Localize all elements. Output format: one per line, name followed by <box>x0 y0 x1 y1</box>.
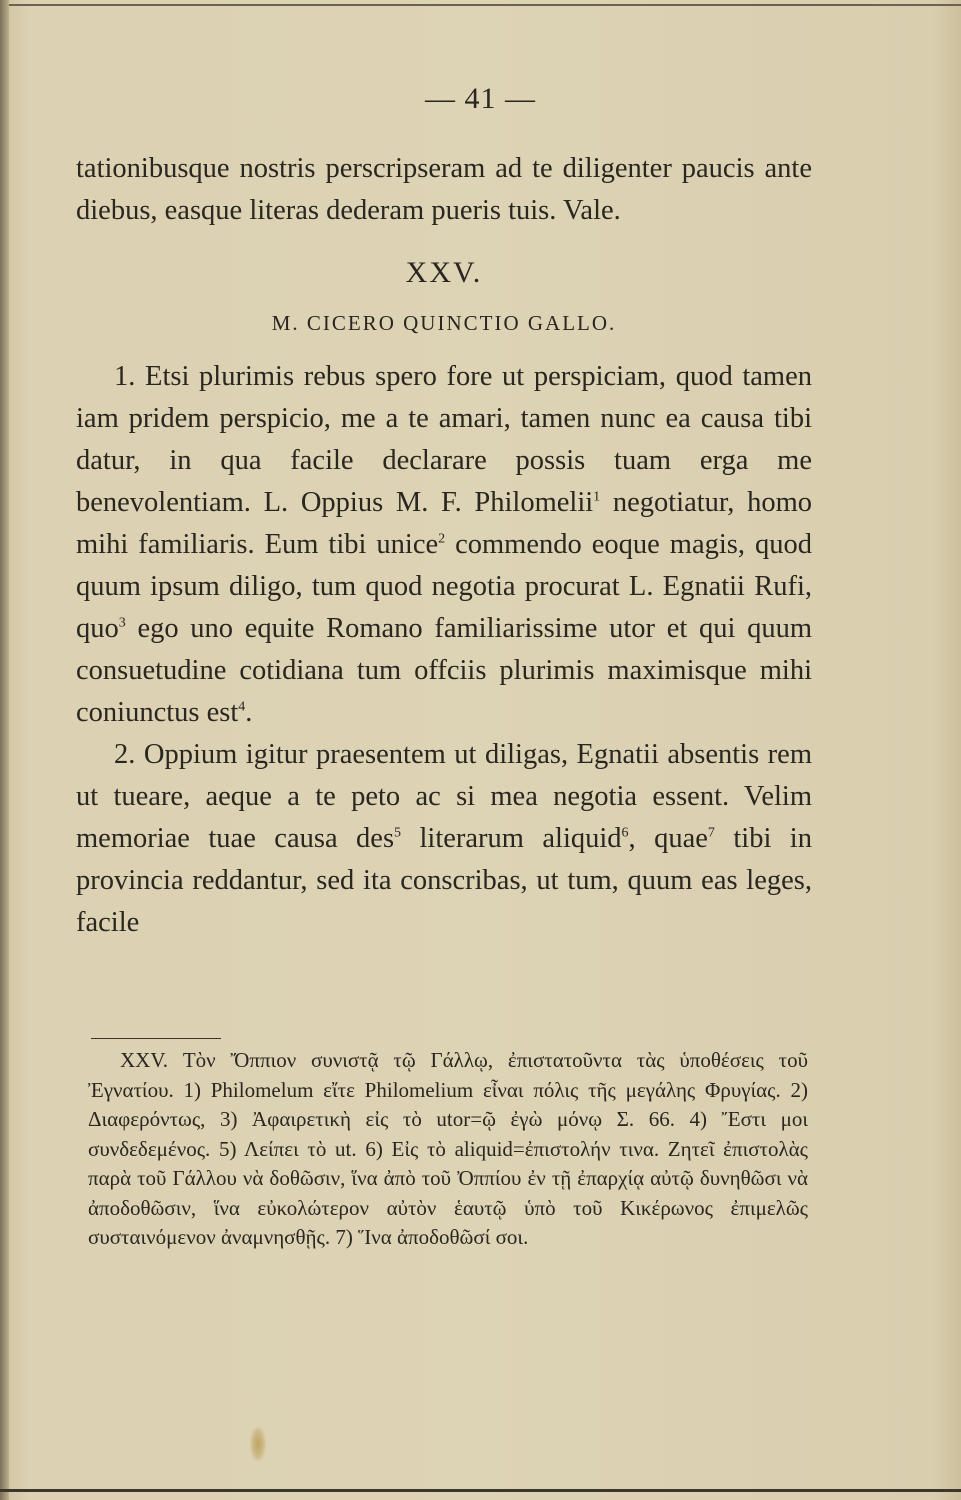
letter-heading: M. CICERO QUINCTIO GALLO. <box>271 311 617 335</box>
binding-edge <box>0 0 9 1500</box>
paragraph-1-text-c: commendo eoque magis, quod quum ipsum diligo, tum quod negotia procurat L. Egnatii Rufi, quo <box>76 529 812 644</box>
note-ref-4: 4 <box>238 699 246 715</box>
main-text <box>76 148 812 944</box>
paragraph-1-text-b: negotiatur, homo mihi familiaris. Eum tibi unice <box>76 487 812 560</box>
note-ref-6: 6 <box>621 825 629 841</box>
paragraph-1-text-a: 1. Etsi plurimis rebus spero fore ut perspiciam, quod tamen iam pridem perspicio, me a te amari, tamen nunc ea causa tibi datur, in qua facile declarare possis tuam erga me benevolentiam. L. Oppius M. F. Philomelii <box>76 361 812 518</box>
paragraph-2-text-a: 2. Oppium igitur praesentem ut diligas, Egnatii absentis rem ut tueare, aeque a te peto ac si mea negotia essent. Velim memoriae tuae causa des <box>76 739 812 854</box>
footnotes <box>88 1046 808 1253</box>
footnotes-text: XXV. Τὸν Ὄππιον συνιστᾷ τῷ Γάλλῳ, ἐπιστατοῦντα τὰς ὑποθέσεις τοῦ Ἐγνατίου. 1) Philomelum εἴτε Philomelium εἶναι πόλις τῆς μεγάλης Φρυγίας. 2) Διαφερόντως, 3) Ἀφαιρετικὴ εἰς τὸ utor=ῷ ἐγὼ μόνῳ Σ. 66. 4) Ἔστι μοι συνδεδεμένος. 5) Λείπει τὸ ut. 6) Εἰς τὸ aliquid=ἐπιστολήν τινα. Ζητεῖ ἐπιστολὰς παρὰ τοῦ Γάλλου νὰ δοθῶσιν, ἵνα ἀπὸ τοῦ Ὀππίου ἐν τῇ ἐπαρχίᾳ αὐτῷ δυνηθῶσι νὰ ἀποδοθῶσιν, ἵνα εὐκολώτερον αὐτὸν ἑαυτῷ ὑπὸ τοῦ Κικέρωνος ἐπιμελῶς συσταινόμενον ἀναμνησθῇς. 7) Ἵνα ἀποδοθῶσί σοι. <box>88 1048 808 1249</box>
top-edge-rule <box>0 4 961 6</box>
paragraph-1-text-d: ego uno equite Romano familiarissime utor et qui quum consuetudine cotidiana tum offciis plurimis maximisque mihi coniunctus est <box>76 613 812 728</box>
page-number: — 41 — <box>425 82 536 115</box>
paragraph-2-text-b: literarum aliquid <box>401 823 622 854</box>
note-ref-5: 5 <box>394 825 402 841</box>
paragraph-1-text-e: . <box>245 697 253 728</box>
bottom-edge-rule <box>0 1489 961 1492</box>
note-ref-7: 7 <box>707 825 715 841</box>
paragraph-2 <box>76 734 812 944</box>
note-ref-2: 2 <box>438 531 446 547</box>
continued-paragraph: tationibusque nostris perscripseram ad te diligenter paucis ante diebus, easque literas dederam pueris tuis. Vale. <box>76 153 812 226</box>
paragraph-2-text-c: , quae <box>628 823 708 854</box>
paper-stain <box>250 1426 266 1462</box>
footnote-divider <box>91 1038 221 1039</box>
letter-number: XXV. <box>405 256 483 289</box>
paragraph-2-text-d: tibi in provincia reddantur, sed ita conscribas, ut tum, quum eas leges, facile <box>76 823 812 938</box>
note-ref-3: 3 <box>118 615 126 631</box>
note-ref-1: 1 <box>593 489 601 505</box>
paragraph-1 <box>76 356 812 734</box>
